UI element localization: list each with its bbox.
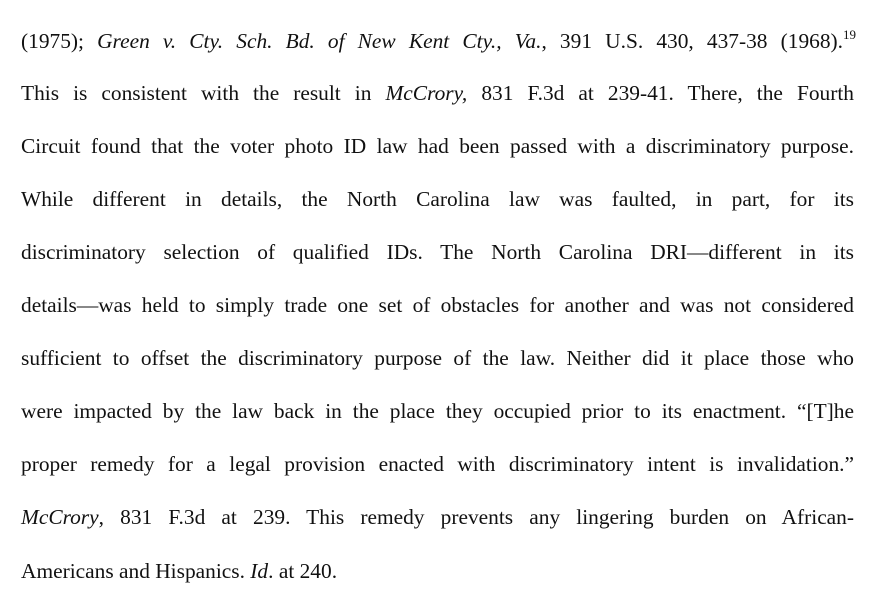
text-line-10	[21, 502, 854, 532]
text-line-6: details—was held to simply trade one set of obstacles for another and was not considered	[21, 293, 854, 317]
text-line-1	[21, 26, 856, 56]
line-2-post: 831 F.3d at 239-41. There, the Fourth	[467, 81, 854, 105]
text-line-4: While different in details, the North Carolina law was faulted, in part, for its	[21, 187, 854, 211]
text-line-2	[21, 78, 854, 108]
line-11-post: . at 240.	[268, 559, 338, 583]
case-name-green: Green v. Cty. Sch. Bd. of New Kent Cty., Va.	[97, 29, 542, 53]
line-10-post: , 831 F.3d at 239. This remedy prevents any lingering burden on African-	[98, 505, 854, 529]
text-line-5: discriminatory selection of qualified IDs. The North Carolina DRI—different in its	[21, 240, 854, 264]
case-name-mccrory-2: McCrory	[21, 505, 99, 529]
line-11-pre: Americans and Hispanics.	[21, 559, 251, 583]
footnote-marker: 19	[843, 27, 856, 42]
text-line-7: sufficient to offset the discriminatory purpose of the law. Neither did it place those who	[21, 346, 854, 370]
text-line-9: proper remedy for a legal provision enacted with discriminatory intent is invalidation.”	[21, 452, 854, 476]
citation-reporter: , 391 U.S. 430, 437-38 (1968).	[541, 29, 843, 53]
text-line-11	[21, 556, 854, 586]
id-citation: Id	[250, 559, 269, 583]
citation-prefix: (1975);	[21, 29, 98, 53]
case-name-mccrory: McCrory,	[385, 81, 468, 105]
text-line-8: were impacted by the law back in the place they occupied prior to its enactment. “[T]he	[21, 399, 854, 423]
line-2-pre: This is consistent with the result in	[21, 81, 386, 105]
text-line-3: Circuit found that the voter photo ID law had been passed with a discriminatory purpose.	[21, 134, 854, 158]
